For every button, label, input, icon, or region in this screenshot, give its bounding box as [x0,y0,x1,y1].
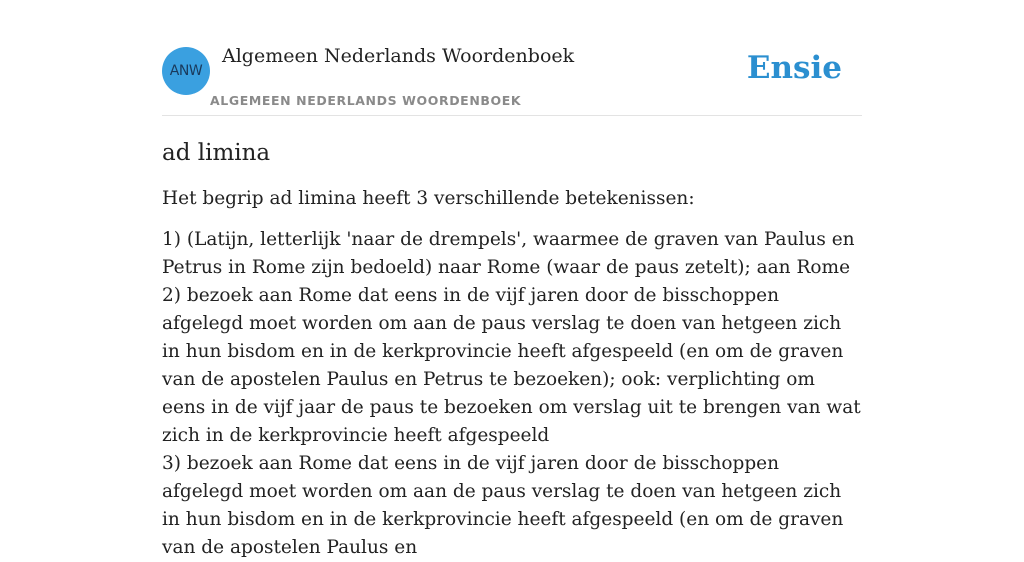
source-logo[interactable]: ANW [162,47,210,95]
entry-term: ad limina [162,140,271,166]
brand-logo[interactable]: Ensie [746,50,842,86]
meanings-list [162,226,862,562]
content-container [162,0,862,562]
header [162,0,862,116]
meaning-item: 2) bezoek aan Rome dat eens in de vijf jaren door de bisschoppen afgelegd moet worden om aan de paus verslag te doen van hetgeen zich in hun bisdom en in de kerkprovincie heeft afgespeeld (en om de graven van de apostelen Paulus en Petrus te bezoeken); ook: verplichting om eens in de vijf jaar de paus te bezoeken om verslag uit te brengen van wat zich in de kerkprovincie heeft afgespeeld [162,285,861,446]
source-title[interactable]: Algemeen Nederlands Woordenboek [222,45,575,67]
meaning-item: 1) (Latijn, letterlijk 'naar de drempels', waarmee de graven van Paulus en Petrus in Rome zijn bedoeld) naar Rome (waar de paus zetelt); aan Rome [162,229,855,278]
meaning-item: 3) bezoek aan Rome dat eens in de vijf jaren door de bisschoppen afgelegd moet worden om aan de paus verslag te doen van hetgeen zich in hun bisdom en in de kerkprovincie heeft afgespeeld (en om de graven van de apostelen Paulus en [162,453,844,558]
source-subtitle: ALGEMEEN NEDERLANDS WOORDENBOEK [210,93,522,108]
entry-intro: Het begrip ad limina heeft 3 verschillende betekenissen: [162,188,695,209]
